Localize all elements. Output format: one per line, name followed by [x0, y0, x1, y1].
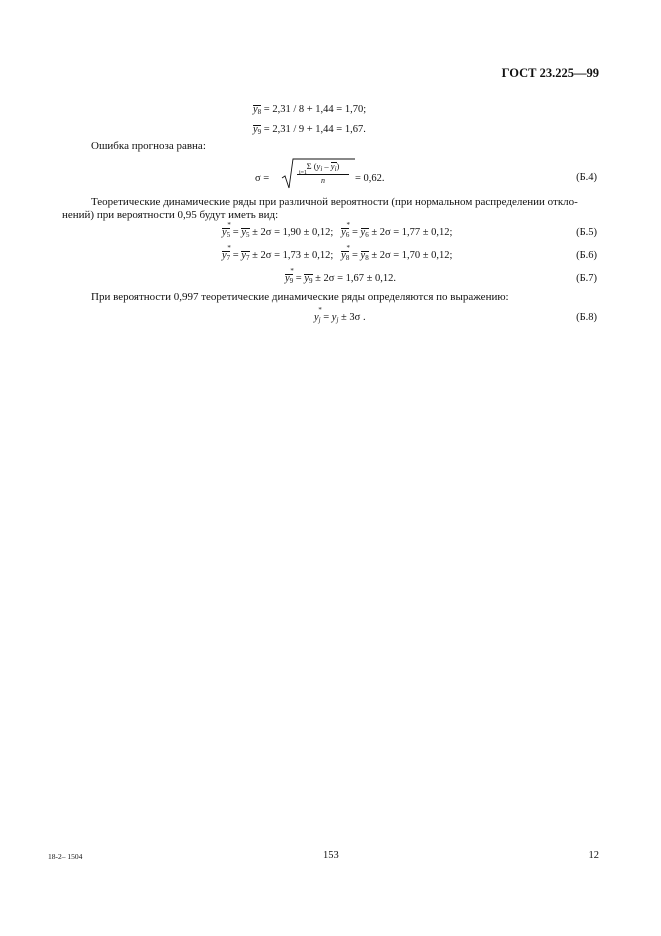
probability-text: При вероятности 0,997 теоретические динамические ряды определяются по выражению: — [91, 291, 509, 303]
equation-b5: y * $_5 = y_5 \pm 2\sigma = 1,90 \pm 0,12$; y * $_6 = y_6 \pm 2\sigma = 1,77 \pm 0,12$; — [222, 221, 453, 239]
y-bar-symbol: $y_9$ — [253, 124, 262, 136]
y-bar-symbol: $y_8$ — [253, 104, 262, 116]
equation-number-b4: (Б.4) — [576, 172, 597, 183]
page-number-center: 153 — [323, 850, 339, 861]
equation-y9: $y_9 = 2,31 / 9 + 1,44 = 1,67$. — [253, 124, 366, 136]
page-number-right: 12 — [588, 850, 599, 861]
equation-b8: y * $_j = y_j \pm 3\sigma$ . — [314, 306, 366, 324]
equation-y8: $y_8 = 2,31 / 8 + 1,44 = 1,70$; — [253, 104, 367, 116]
series-text-line1: Теоретические динамические ряды при различной вероятности (при нормальном распределении откло- — [91, 196, 578, 208]
document-code: ГОСТ 23.225—99 — [501, 66, 599, 80]
equation-b6: y * $_7 = y_7 \pm 2\sigma = 1,73 \pm 0,12$; y * $_8 = y_8 \pm 2\sigma = 1,70 \pm 0,12$; — [222, 244, 453, 262]
equation-number-b6: (Б.6) — [576, 250, 597, 261]
equation-number-b5: (Б.5) — [576, 227, 597, 238]
sqrt-expression: $\frac{\Sigma (y_i - y_i)}{n}$ i=1 — [281, 158, 357, 190]
equation-b7: y * $_9 = y_9 \pm 2\sigma = 1,67 \pm 0,12$. — [285, 267, 396, 285]
print-code: 18-2– 1504 — [48, 852, 83, 861]
series-text-line2: нений) при вероятности 0,95 будут иметь вид: — [62, 209, 279, 221]
error-label: Ошибка прогноза равна: — [91, 140, 206, 152]
equation-number-b7: (Б.7) — [576, 273, 597, 284]
equation-number-b8: (Б.8) — [576, 312, 597, 323]
